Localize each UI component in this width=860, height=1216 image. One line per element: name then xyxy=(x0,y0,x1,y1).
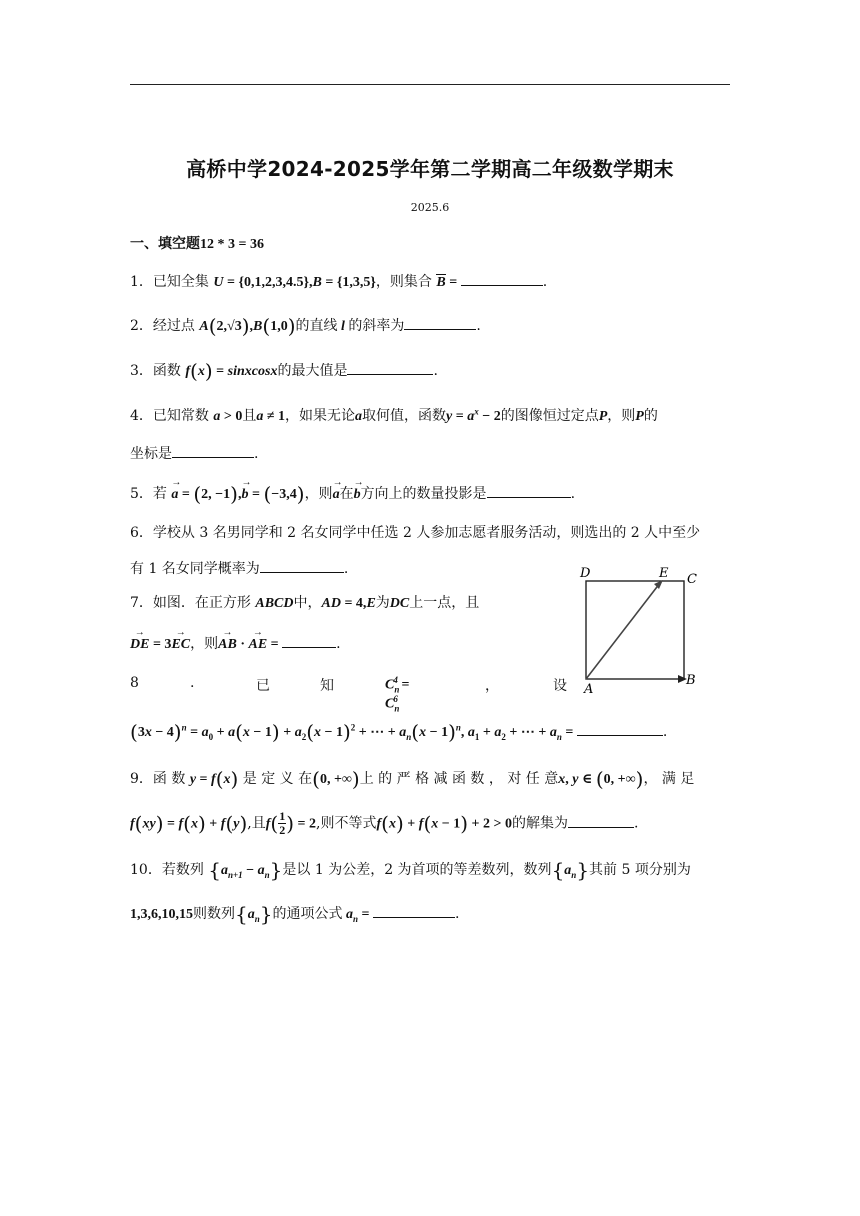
label-e: E xyxy=(659,566,669,581)
question-6: 6．学校从 3 名男同学和 2 名女同学中任选 2 人参加志愿者服务活动，则选出的 2 人中至少 xyxy=(130,525,701,541)
answer-blank[interactable] xyxy=(282,633,336,648)
question-9-cont: f(xy) = f(x) + f(y),且f( $\frac{1}{2}$ ) = 2,则不等式f(x) + f(x − 1) + 2 > 0的解集为 . xyxy=(130,809,639,837)
question-7: 7．如图．在正方形 ABCD中，AD = 4,E为DC上一点，且 xyxy=(130,595,480,611)
question-10: 10．若数列 $\{a_{n+1} - a_n\}$是以 1 为公差，2 为首项的等差数列，数列$\{a_n\}$其前 5 项分别为 xyxy=(130,858,691,882)
answer-blank[interactable] xyxy=(461,271,543,286)
square-abcd xyxy=(586,581,684,679)
question-7-cont: → DE = 3→ EC，则→ AB · → AE = . xyxy=(130,633,341,653)
question-2: 2．经过点 A(2,√3),B(1,0)的直线 l 的斜率为 . xyxy=(130,314,481,338)
question-5: 5．若 → a = (2, −1),→ b = (−3,4)，则→ a在→ b方向上的数量投影是 . xyxy=(130,482,575,506)
question-1: 1．已知全集 U = {0,1,2,3,4.5},B = {1,3,5}，则集合 B = . xyxy=(130,271,547,291)
label-a: A xyxy=(584,682,594,694)
question-10-cont: 1,3,6,10,15则数列$\{a_n\}$的通项公式 $a_n$ = . xyxy=(130,902,460,926)
header-rule xyxy=(130,84,730,85)
answer-blank[interactable] xyxy=(260,558,344,573)
label-d: D xyxy=(580,566,591,581)
question-4: 4．已知常数 a > 0且a ≠ 1，如果无论a取何值，函数$y = a^x - 2$的图像恒过定点P，则P的 xyxy=(130,406,658,424)
question-8-cont: $(3x - 4)^n = a_0 + a(x - 1) + a_2(x - 1)^2$ + ⋯ + $a_n(x - 1)^n$, $a_1 + a_2$ + ⋯ + $a_n$ = . xyxy=(130,720,668,744)
page-title: 高桥中学2024-2025学年第二学期高二年级数学期末 xyxy=(186,157,674,181)
answer-blank[interactable] xyxy=(404,315,476,330)
answer-blank[interactable] xyxy=(568,813,634,828)
vector-ae xyxy=(586,583,660,679)
answer-blank[interactable] xyxy=(487,483,571,498)
question-4-cont: 坐标是 . xyxy=(130,443,258,463)
label-b: B xyxy=(686,673,696,688)
label-c: C xyxy=(687,572,697,587)
question-9: 9．函 数 y = f(x) 是 定 义 在(0, +∞)上 的 严 格 减 函 数 ， 对 任 意x, y ∈ (0, +∞)， 满 足 xyxy=(130,767,695,791)
answer-blank[interactable] xyxy=(577,721,663,736)
answer-blank[interactable] xyxy=(347,360,433,375)
square-figure xyxy=(572,562,702,694)
answer-blank[interactable] xyxy=(172,443,254,458)
question-3: 3．函数 f(x) = sinxcosx的最大值是 . xyxy=(130,359,438,383)
answer-blank[interactable] xyxy=(373,903,455,918)
exam-date: 2025.6 xyxy=(410,201,450,214)
section-heading: 一、填空题12 * 3 = 36 xyxy=(130,236,264,252)
question-6-cont: 有 1 名女同学概率为 . xyxy=(130,558,348,578)
